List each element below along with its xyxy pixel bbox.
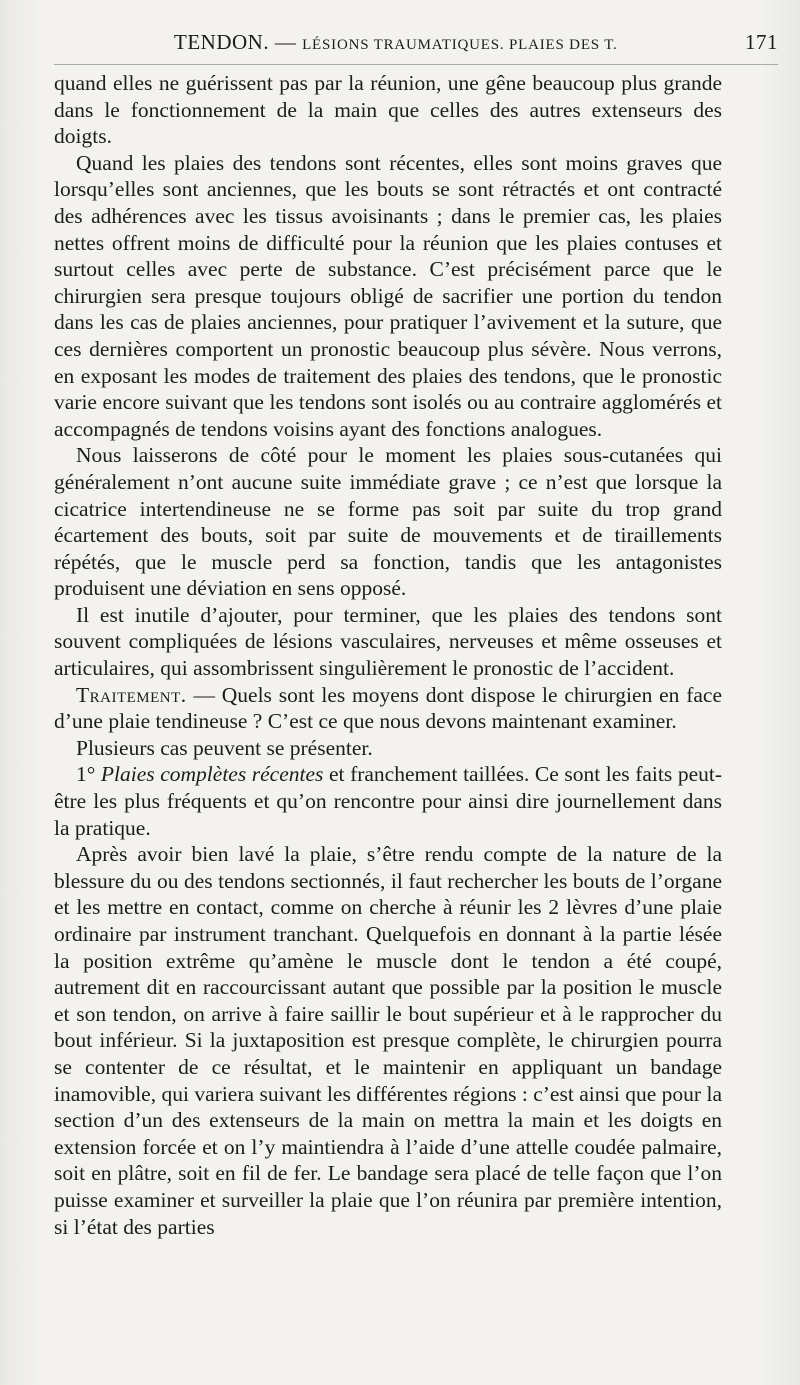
- paragraph-8: Après avoir bien lavé la plaie, s’être rendu compte de la nature de la blessure du ou des tendons sectionnés, il faut rechercher les bouts de l’organe et les mettre en contact, comme on cherche à réunir les 2 lèvres d’une plaie ordinaire par instrument tranchant. Quelquefois en donnant à la partie lésée la position extrême qu’amène le muscle dont le tendon a été coupé, autrement dit en raccourcissant autant que possible par la position le muscle et son tendon, on arrive à faire saillir le bout supérieur et à le rapprocher du bout inférieur. Si la juxtaposition est presque complète, le chirurgien pourra se contenter de ce résultat, et le maintenir en appliquant un bandage inamovible, qui variera suivant les différentes régions : c’est ainsi que pour la section d’un des extenseurs de la main on mettra la main et les doigts en extension forcée et on l’y maintiendra à l’aide d’une attelle coudée palmaire, soit en plâtre, soit en fil de fer. Le bandage sera placé de telle façon que l’on puisse examiner et surveiller la plaie que l’on réunira par première intention, si l’état des parties: [54, 842, 722, 1239]
- paragraph-1: quand elles ne guérissent pas par la réunion, une gêne beaucoup plus grande dans le fonctionnement de la main que celles des autres extenseurs des doigts.: [54, 71, 722, 149]
- page-number: 171: [745, 30, 778, 54]
- running-header: [54, 30, 778, 64]
- header-rule: [54, 64, 778, 65]
- paragraph-4: Il est inutile d’ajouter, pour terminer, que les plaies des tendons sont souvent compliquées de lésions vasculaires, nerveuses et même osseuses et articulaires, qui assombrissent singulièrement le pronostic de l’accident.: [54, 602, 722, 681]
- running-title-main: TENDON. —: [174, 30, 303, 54]
- case-title: Plaies complètes récentes: [100, 762, 324, 787]
- paragraph-3: Nous laisserons de côté pour le moment les plaies sous-cutanées qui généralement n’ont aucune suite immédiate grave ; ce n’est que lorsque la cicatrice intertendineuse ne se forme pas soit par suite du trop grand écartement des bouts, soit par suite de mouvements et de tiraillements répétés, que le muscle perd sa fonction, tandis que les antagonistes produisent une déviation en sens opposé.: [54, 443, 722, 601]
- paragraph-2: Quand les plaies des tendons sont récentes, elles sont moins graves que lorsqu’elles sont anciennes, que les bouts se sont rétractés et ont contracté des adhérences avec les tissus avoisinants ; dans le premier cas, les plaies nettes offrent moins de difficulté pour la réunion que les plaies contuses et surtout celles avec perte de substance. C’est précisément parce que le chirurgien sera presque toujours obligé de sacrifier une portion du tendon dans les cas de plaies anciennes, pour pratiquer l’avivement et la suture, que ces dernières comportent un pronostic beaucoup plus sévère. Nous verrons, en exposant les modes de traitement des plaies des tendons, que le pronostic varie encore suivant que les tendons sont isolés ou au contraire agglomérés et accompagnés de tendons voisins ayant des fonctions analogues.: [54, 150, 722, 441]
- paragraph-7-text: et franchement taillées. Ce sont les faits peut-être les plus fréquents et qu’on rencontre pour ainsi dire journellement dans la pratique.: [54, 762, 722, 840]
- section-heading-traitement: Traitement.: [76, 682, 187, 707]
- case-number: 1°: [76, 762, 101, 787]
- paragraph-5: [54, 682, 722, 735]
- paragraph-5-text: — Quels sont les moyens dont dispose le chirurgien en face d’une plaie tendineuse ? C’est ce que nous devons maintenant examiner.: [54, 682, 722, 734]
- paragraph-6: Plusieurs cas peuvent se présenter.: [76, 735, 373, 760]
- running-title: [174, 30, 618, 55]
- running-title-subtitle: LÉSIONS TRAUMATIQUES. PLAIES DES T.: [302, 37, 618, 53]
- body-text: [54, 70, 722, 1240]
- paragraph-7: [54, 761, 722, 841]
